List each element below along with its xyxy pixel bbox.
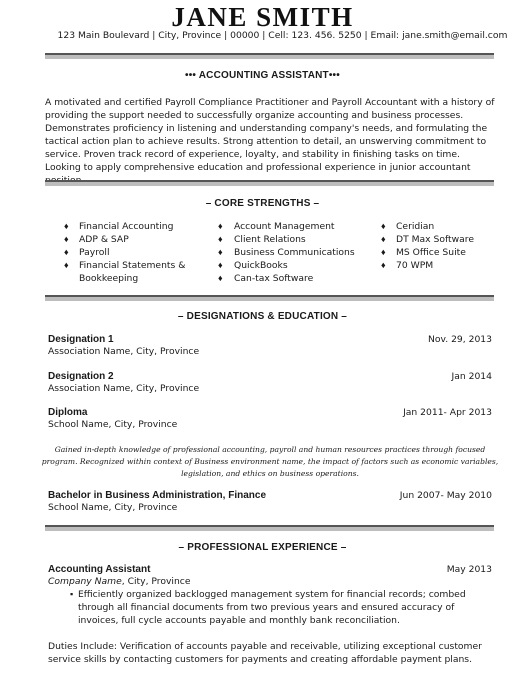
education-title: Diploma xyxy=(48,407,88,418)
strength-item: Payroll xyxy=(79,247,110,258)
education-title: Designation 1 xyxy=(48,334,114,345)
company-line xyxy=(48,576,191,588)
strength-item: Account Management xyxy=(234,221,335,232)
bullet-icon: ♦ xyxy=(381,247,386,257)
education-date: Jun 2007- May 2010 xyxy=(399,490,492,501)
strength-item: Can-tax Software xyxy=(234,273,314,284)
section-divider xyxy=(45,295,494,301)
strength-item: Financial Statements & xyxy=(79,260,186,271)
strength-item: Ceridian xyxy=(396,221,435,232)
bullet-icon: ♦ xyxy=(381,234,386,244)
bullet-icon: ♦ xyxy=(64,260,69,270)
bullet-icon: ♦ xyxy=(381,260,386,270)
strength-item: ADP & SAP xyxy=(79,234,129,245)
core-strengths-list xyxy=(0,220,525,284)
education-institution: Association Name, City, Province xyxy=(48,346,200,357)
bullet-icon: ♦ xyxy=(64,234,69,244)
education-title: Designation 2 xyxy=(48,371,114,382)
education-heading: – DESIGNATIONS & EDUCATION – xyxy=(177,311,348,322)
core-strengths-heading: – CORE STRENGTHS – xyxy=(205,198,320,209)
education-title: Bachelor in Business Administration, Finance xyxy=(48,490,267,501)
strength-item: 70 WPM xyxy=(396,260,434,271)
section-divider xyxy=(45,53,494,59)
square-bullet-icon: ▪ xyxy=(70,589,74,599)
bullet-icon: ♦ xyxy=(381,221,386,231)
education-date: Jan 2011- Apr 2013 xyxy=(403,407,492,418)
education-institution: Association Name, City, Province xyxy=(48,383,200,394)
education-institution: School Name, City, Province xyxy=(48,502,178,513)
strength-item: QuickBooks xyxy=(234,260,288,271)
bullet-icon: ♦ xyxy=(218,273,223,283)
experience-achievement: Efficiently organized backlogged management system for financial records; combed through all financial documents from two previous years and ensured accuracy of invoices, full cycle accounts payable and monthly bank reconciliation. xyxy=(78,589,466,626)
company-location: , City, Province xyxy=(121,576,191,587)
section-divider xyxy=(45,525,494,531)
strength-item: MS Office Suite xyxy=(396,247,466,258)
bullet-icon: ♦ xyxy=(218,234,223,244)
experience-duties: Duties Include: Verification of accounts payable and receivable, utilizing exceptional customer service skills by contacting customers for payments and creating affordable payment plans. xyxy=(48,641,482,665)
education-date: Nov. 29, 2013 xyxy=(428,334,492,345)
company-name: Company Name xyxy=(48,576,122,587)
job-date: May 2013 xyxy=(446,564,492,575)
professional-summary: A motivated and certified Payroll Compliance Practitioner and Payroll Accountant with a history of providing the support needed to successfully organize accounting and business processes. Demonstrates proficiency in listening and understanding company's needs, and formulating the tactical action plan to achieve results. Strong attention to detail, an unswerving commitment to service. Proven track record of experience, loyalty, and stability in finishing tasks on time. Looking to apply comprehensive education and professional experience in junior accountant xyxy=(45,97,495,173)
education-note: Gained in-depth knowledge of professional accounting, payroll and human resources practices through focused program. Recognized within context of Business environment name, the impact of factors such as economic variables, legislation, and ethics on business operations. xyxy=(41,445,499,478)
job-title: Accounting Assistant xyxy=(48,564,151,575)
education-date: Jan 2014 xyxy=(451,371,492,382)
experience-heading: – PROFESSIONAL EXPERIENCE – xyxy=(178,542,347,553)
bullet-icon: ♦ xyxy=(64,221,69,231)
strength-item: Client Relations xyxy=(234,234,306,245)
strength-item: DT Max Software xyxy=(396,234,475,245)
strength-item-continued: Bookkeeping xyxy=(79,273,139,284)
strength-item: Financial Accounting xyxy=(79,221,174,232)
education-institution: School Name, City, Province xyxy=(48,419,178,430)
strength-item: Business Communications xyxy=(234,247,355,258)
bullet-icon: ♦ xyxy=(218,221,223,231)
section-divider xyxy=(45,180,494,186)
bullet-icon: ♦ xyxy=(218,247,223,257)
contact-line: 123 Main Boulevard | City, Province | 00000 | Cell: 123. 456. 5250 | Email: jane.smith@email.com xyxy=(57,30,508,41)
objective-heading: ••• ACCOUNTING ASSISTANT••• xyxy=(185,70,340,81)
bullet-icon: ♦ xyxy=(64,247,69,257)
bullet-icon: ♦ xyxy=(218,260,223,270)
candidate-name: JANE SMITH xyxy=(171,2,354,32)
